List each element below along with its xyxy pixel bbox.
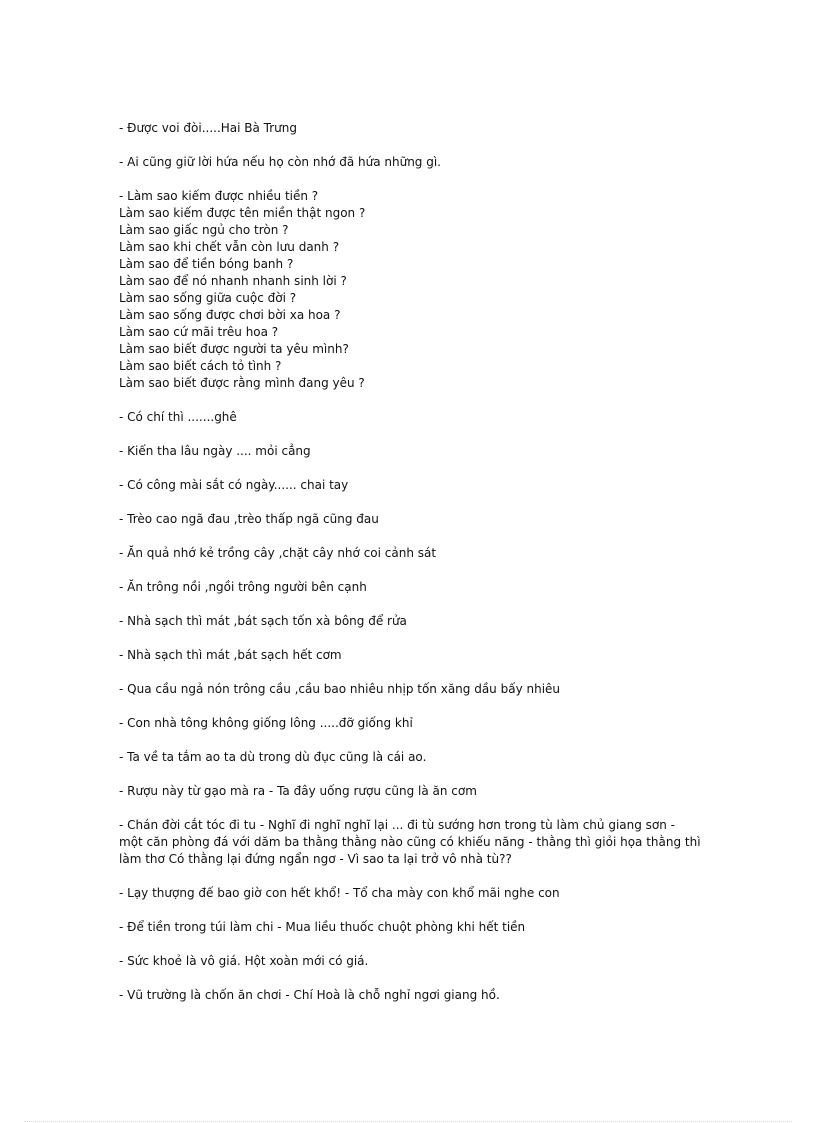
page-bottom-divider <box>24 1121 792 1122</box>
text-line: - Ai cũng giữ lời hứa nếu họ còn nhớ đã hứa những gì. <box>119 155 441 169</box>
text-line: - Để tiền trong túi làm chi - Mua liều thuốc chuột phòng khi hết tiền <box>119 920 526 934</box>
text-paragraph <box>119 579 719 596</box>
text-paragraph <box>119 817 719 868</box>
text-line: Làm sao cứ mãi trêu hoa ? <box>119 325 279 339</box>
text-line: Làm sao sống giữa cuộc đời ? <box>119 291 297 305</box>
text-paragraph <box>119 953 719 970</box>
text-line: - Chán đời cắt tóc đi tu - Nghĩ đi nghĩ nghĩ lại ... đi tù sướng hơn trong tù làm chủ giang sơn - <box>119 818 676 832</box>
text-paragraph <box>119 188 719 392</box>
text-paragraph <box>119 681 719 698</box>
text-line: Làm sao để tiền bóng banh ? <box>119 257 294 271</box>
text-line: Làm sao giấc ngủ cho tròn ? <box>119 223 289 237</box>
text-paragraph <box>119 885 719 902</box>
text-paragraph <box>119 477 719 494</box>
text-paragraph <box>119 545 719 562</box>
text-line: - Nhà sạch thì mát ,bát sạch hết cơm <box>119 648 342 662</box>
text-paragraph <box>119 443 719 460</box>
text-line: - Lạy thượng đế bao giờ con hết khổ! - Tổ cha mày con khổ mãi nghe con <box>119 886 560 900</box>
text-line: - Qua cầu ngả nón trông cầu ,cầu bao nhiêu nhịp tốn xăng dầu bấy nhiêu <box>119 682 561 696</box>
document-body <box>119 120 719 1021</box>
text-paragraph <box>119 613 719 630</box>
text-paragraph <box>119 120 719 137</box>
text-paragraph <box>119 647 719 664</box>
text-line: - Trèo cao ngã đau ,trèo thấp ngã cũng đau <box>119 512 379 526</box>
text-line: Làm sao biết được người ta yêu mình? <box>119 342 349 356</box>
text-line: - Rượu này từ gạo mà ra - Ta đây uống rượu cũng là ăn cơm <box>119 784 477 798</box>
text-paragraph <box>119 919 719 936</box>
text-line: Làm sao biết cách tỏ tình ? <box>119 359 282 373</box>
text-line: Làm sao khi chết vẫn còn lưu danh ? <box>119 240 340 254</box>
text-paragraph <box>119 511 719 528</box>
text-line: - Có chí thì .......ghê <box>119 410 237 424</box>
text-line: - Ăn trông nồi ,ngồi trông người bên cạnh <box>119 580 367 594</box>
text-line: Làm sao kiếm được tên miền thật ngon ? <box>119 206 366 220</box>
text-line: Làm sao để nó nhanh nhanh sinh lời ? <box>119 274 347 288</box>
text-paragraph <box>119 987 719 1004</box>
text-paragraph <box>119 715 719 732</box>
text-line: Làm sao biết được rằng mình đang yêu ? <box>119 376 365 390</box>
text-line: - Sức khoẻ là vô giá. Hột xoàn mới có giá. <box>119 954 369 968</box>
text-line: Làm sao sống được chơi bời xa hoa ? <box>119 308 341 322</box>
text-line: làm thơ Có thằng lại đứng ngẩn ngơ - Vì sao ta lại trở vô nhà tù?? <box>119 852 512 866</box>
text-line: - Nhà sạch thì mát ,bát sạch tốn xà bông để rửa <box>119 614 407 628</box>
text-paragraph <box>119 154 719 171</box>
text-line: - Kiến tha lâu ngày .... mỏi cẳng <box>119 444 311 458</box>
text-line: - Có công mài sắt có ngày...... chai tay <box>119 478 349 492</box>
text-line: - Ta về ta tắm ao ta dù trong dù đục cũng là cái ao. <box>119 750 427 764</box>
text-line: - Ăn quả nhớ kẻ trồng cây ,chặt cây nhớ coi cảnh sát <box>119 546 437 560</box>
text-paragraph <box>119 409 719 426</box>
text-paragraph <box>119 749 719 766</box>
text-line: - Làm sao kiếm được nhiều tiền ? <box>119 189 319 203</box>
text-line: - Được voi đòi.....Hai Bà Trưng <box>119 121 298 135</box>
text-paragraph <box>119 783 719 800</box>
text-line: - Vũ trường là chốn ăn chơi - Chí Hoà là chỗ nghỉ ngơi giang hồ. <box>119 988 500 1002</box>
text-line: một căn phòng đá với dăm ba thằng thằng nào cũng có khiếu năng - thằng thì giỏi họa thằng thì <box>119 835 701 849</box>
text-line: - Con nhà tông không giống lông .....đỡ giống khỉ <box>119 716 413 730</box>
